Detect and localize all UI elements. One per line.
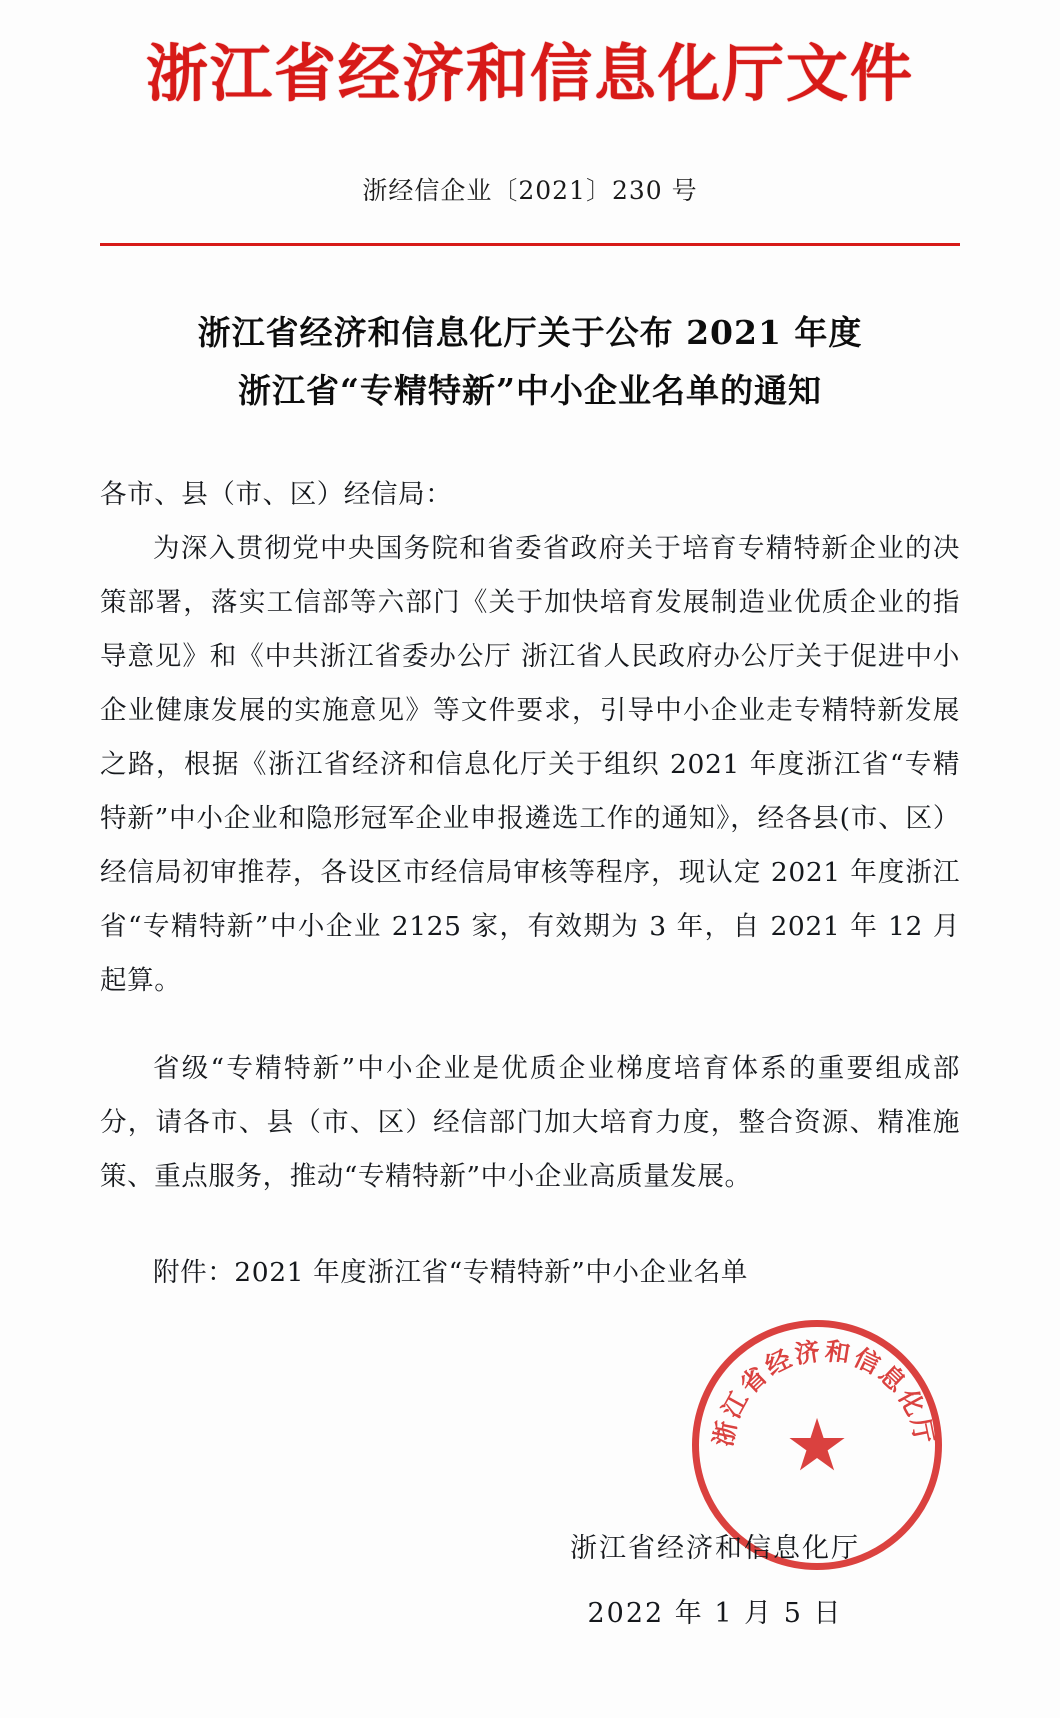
body-paragraph-2: 省级“专精特新”中小企业是优质企业梯度培育体系的重要组成部分，请各市、县（市、区）经信部门加大培育力度，整合资源、精准施策、重点服务，推动“专精特新”中小企业高质量发展。	[100, 1053, 960, 1193]
signature-block	[505, 1526, 925, 1630]
svg-text:浙江省经济和信息化厅	[708, 1336, 939, 1449]
salutation: 各市、县（市、区）经信局：	[100, 478, 453, 510]
attachment-line: 附件：2021 年度浙江省“专精特新”中小企业名单	[153, 1257, 748, 1289]
document-title-line-1: 浙江省经济和信息化厅关于公布 2021 年度	[197, 313, 863, 353]
issuing-organization: 浙江省经济和信息化厅	[570, 1533, 860, 1564]
body-paragraph-1: 为深入贯彻党中央国务院和省委省政府关于培育专精特新企业的决策部署，落实工信部等六部门《关于加快培育发展制造业优质企业的指导意见》和《中共浙江省委办公厅 浙江省人民政府办公厅关于促进中小企业健康发展的实施意见》等文件要求，引导中小企业走专精特新发展之路，根据《浙江省经济和信息化厅关于组织 2021 年度浙江省“专精特新”中小企业和隐形冠军企业申报遴选工作的通知》，经各县(市、区）经信局初审推荐，各设区市经信局审核等程序，现认定 2021 年度浙江省“专精特新”中小企业 2125 家，有效期为 3 年，自 2021 年 12 月起算。	[100, 532, 960, 997]
document-title-line-2: 浙江省“专精特新”中小企业名单的通知	[238, 371, 822, 411]
masthead	[100, 0, 960, 109]
red-divider-rule	[100, 243, 960, 246]
star-icon: ★	[784, 1403, 850, 1487]
document-title	[100, 304, 960, 420]
document-body	[100, 468, 960, 1301]
seal-arc-label: 浙江省经济和信息化厅	[708, 1336, 940, 1449]
document-number: 浙经信企业〔2021〕230 号	[362, 176, 698, 206]
masthead-title: 浙江省经济和信息化厅文件	[145, 37, 914, 110]
issue-date: 2022 年 1 月 5 日	[587, 1598, 843, 1629]
